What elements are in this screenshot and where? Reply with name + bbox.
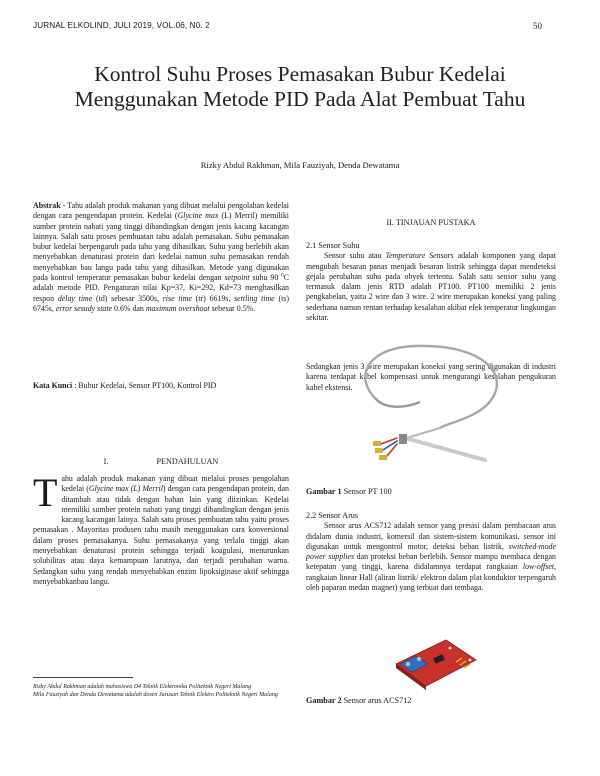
keywords-label: Kata Kunci [33, 381, 73, 390]
subsection-heading-sensor-suhu: 2.1 Sensor Suhu [306, 241, 360, 250]
section-heading-pendahuluan: I. PENDAHULUAN [103, 457, 219, 466]
abstract-label: Abstrak [33, 201, 61, 210]
pt100-sensor-image [345, 338, 520, 476]
acs712-sensor-image [390, 630, 480, 694]
section-2-1: 2.1 Sensor Suhu Sensor suhu atau Temperature Sensors adalah komponen yang dapat mengubah besaran panas menjadi besaran listrik sehingga dapat mendeteksi gejala perubahan suhu pada obyek tertentu. Salah satu sensor suhu yang termasuk dalam jenis RTD adalah PT100. PT100 memiliki 2 jenis pengkabelan, yaitu 2 wire dan 3 wire. 2 wire merupakan koneksi yang paling sederhana namun rentan terhadap kesalahan akibat efek temperatur lingkungan sekitar. [306, 241, 556, 323]
figure-2-caption: Gambar 2 Sensor arus ACS712 [306, 696, 412, 705]
pendahuluan-body: Tahu adalah produk makanan yang dibuat melalui proses pengolahan kedelai (Glycine max (L) Merril) dengan cara pengendapan protein, dan ditambah atau tidak dengan bahan lain yang diizinkan. Kedelai memiliki sumber protein nabati yang tinggi dibandingkan dengan jenis kacang kacangan lainya. Salah satu proses pembuatan tahu yaitu proses pemasakan . Mayoritas produsen tahu masih menggunakan cara konversional dalam proses pemasakanya. Suhu pemasakanya yang terlalu tinggi akan menyebabkan denaturasi protein sehingga terjadi koagulasi, menurunkan solubilitas atau daya kemampuan larutnya, dan terjadi perubahan warna. Sedangkan suhu yang rendah menyebabkan enzim lipoksiginase aktif sehingga menyebabkanbau langu. [33, 470, 289, 586]
keywords: Kata Kunci : Bubur Kedelai, Sensor PT100, Kontrol PID [33, 381, 217, 390]
title-line-2: Menggunakan Metode PID Pada Alat Pembuat Tahu [74, 87, 526, 111]
section-heading-tinjauan: II. TINJAUAN PUSTAKA [386, 218, 476, 227]
title-line-1: Kontrol Suhu Proses Pemasakan Bubur Kedelai [94, 62, 506, 86]
drop-cap: T [33, 470, 58, 515]
author-list: Rizky Abdul Rakhman, Mila Fauziyah, Denda Dewatama [200, 160, 400, 170]
paper-title [30, 62, 570, 112]
abstract: Abstrak - Tahu adalah produk makanan yang dibuat melalui pengolahan kedelai dengan cara pengendapan protein. Kedelai (Glycine max (L) Merril) memiliki sumber protein nabati yang tinggi dibandingkan dengan jenis kacang kacangan lainnya. Salah satu proses pembuatan tahu adalah pemasakan. Suhu pemasakan bubur kedelai berpengaruh pada tahu yang dihasilkan. Suhu yang berlebih akan menyebabkan denaturasi protein dari kedelai namun suhu pemasakan rendah menyebabkan bau langu pada tahu yang dihasilkan. Metode yang digunakan pada kontrol temperatur pemasakan bubur kedelai dengan setpoint suhu 90 $^0$C adalah metode PID. Pengaturan nilai Kp=37, Ki=292, Kd=73 menghasilkan respon delay time (td) sebesar 3500s, rise time (tr) 6619s, settling time (ts) 6745s, error sesudy state 0.6% dan maximum overshoot sebesar 0.5%. [33, 201, 290, 313]
page-number: 50 [533, 21, 542, 31]
footnotes [33, 683, 289, 699]
footnote-1: Rizky Abdul Rakhman adalah mahasiswa D4 Teknik Elektronika Politeknik Negeri Malang [33, 684, 252, 690]
journal-name: JURNAL ELKOLIND, JULI 2019, VOL.06, N0. 2 [33, 21, 210, 30]
footnote-2: Mila Fauziyah dan Denda Dewatama adalah dosen Jurusan Teknik Elektro Politeknik Negeri Malang [33, 692, 278, 698]
footnote-divider [33, 677, 133, 678]
subsection-heading-sensor-arus: 2.2 Sensor Arus [306, 511, 359, 520]
section-2-2: 2.2 Sensor Arus Sensor arus ACS712 adalah sensor yang presisi dalam pembacaan arus didalam dunia industri, komersil dan sistem-sistem komunikasi. sensor ini digunakan untuk mengontrol motor, deteksi beban listrik, switched-mode power supplies dan proteksi beban berlebih. Sensor mampu membaca dengan ketepatan yang tinggi, karena didalamnya terdapat rangkaian low-offset, rangkaian linear Hall (aliran listrik/ elektron dalam plat konduktor terpengaruh oleh paparan medan magnet) yang terbuat dari tembaga. [306, 511, 556, 593]
paragraph-3-wire: Sedangkan jenis 3 wire merupakan koneksi yang sering digunakan di industri karena terdapat kabel kompensasi untuk mengurangi kesalahan pengukuran kabel ekstensi. [306, 362, 556, 392]
figure-1-caption: Gambar 1 Sensor PT 100 [306, 487, 392, 496]
running-header [33, 21, 542, 33]
